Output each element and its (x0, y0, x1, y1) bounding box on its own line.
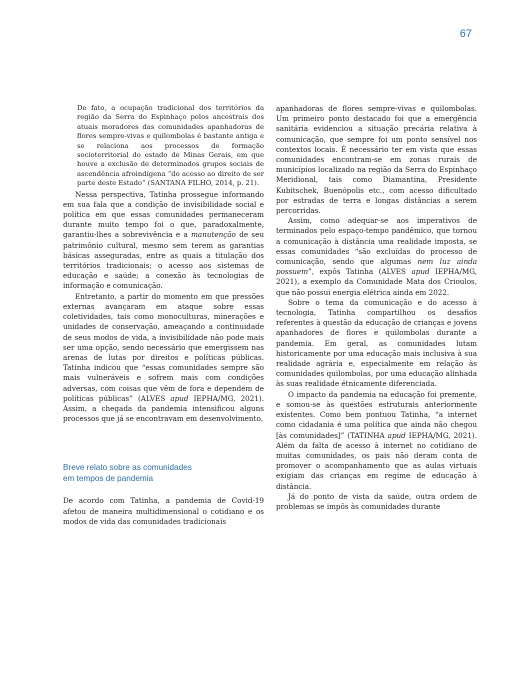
body-paragraph: Entretanto, a partir do momento em que pressões externas avançaram em ataque sobre essas coletividades, tais como monoculturas, minerações e unidades de conservação, ameaçando a continuidade de seus modos de vida, a invisibilidade não pode mais ser uma opção, sendo necessário que emergissem nas arenas de lutas por direitos e políticas públicas. Tatinha indicou que “essas comunidades sempre são mais vulneráveis e sofrem mais com condições adversas, com coisas que vêm de fora e dependem de políticas públicas” (ALVES apud IEPHA/MG, 2021). Assim, a chegada da pandemia intensificou alguns processos que já se encontravam em desenvolvimento. (63, 291, 264, 424)
body-paragraph: De acordo com Tatinha, a pandemia de Covid-19 afetou de maneira multidimensional o cotidiano e os modos de vida das comunidades tradicionais (63, 496, 264, 526)
body-paragraph: Nessa perspectiva, Tatinha prossegue informando em sua fala que a condição de invisibilidade social e política em que essas comunidades permaneceram durante muito tempo foi o que, paradoxalmente, garantiu-lhes a sobrevivência e a manutenção de seu patrimônio cultural, mesmo sem terem as garantias básicas asseguradas, entre as quais a titulação dos territórios tradicionais; o acesso aos sistemas de educação e saúde; a conexão às tecnologias de informação e comunicação. (63, 189, 264, 291)
left-column (63, 104, 264, 527)
body-paragraph: Já do ponto de vista da saúde, outra ordem de problemas se impôs às comunidades durante (276, 491, 477, 511)
body-paragraph: apanhadoras de flores sempre-vivas e quilombolas. Um primeiro ponto destacado foi que a emergência sanitária evidenciou a situação precária relativa à comunicação, que sempre foi um ponto sensível nos contextos locais. É necessário ter em vista que essas comunidades encontram-se em zonas rurais de municípios localizado na região da Serra do Espinhaço Meridional, tais como Diamantina, Presidente Kubitschek, Buenópolis etc., com acesso dificultado por estradas de terra e longas distâncias a serem percorridas. (276, 104, 477, 216)
block-quote: De fato, a ocupação tradicional dos territórios da região da Serra do Espinhaço pelos ancestrais dos atuais moradores das comunidades apanhadoras de flores sempre-vivas e quilombolas é bastante antiga e se relaciona aos processos de formação socioterritorial do estado de Minas Gerais, em que houve a exclusão de determinados grupos sociais de ascendência afroindígena “do acesso ao direito de ser parte deste Estado” (SANTANA FILHO, 2014, p. 21). (77, 104, 264, 188)
body-paragraph: Sobre o tema da comunicação e do acesso à tecnologia, Tatinha compartilhou os desafios referentes à questão da educação de crianças e jovens apanhadores de flores e quilombolas durante a pandemia. Em geral, as comunidades lutam historicamente por uma educação mais inclusiva à sua realidade agrária e, especialmente em relação às comunidades quilombolas, por uma educação alinhada às suas realidade étnicamente diferenciada. (276, 297, 477, 389)
body-paragraph: Assim, como adequar-se aos imperativos de terminados pelo espaço-tempo pandêmico, que tornou a comunicação à distância uma realidade imposta, se essas comunidades “são excluídas do processo de comunicação, sendo que algumas nem luz ainda possuem”, expôs Tatinha (ALVES apud IEPHA/MG, 2021), a exemplo da Comunidade Mata dos Crioulos, que não possui energia elétrica ainda em 2022. (276, 216, 477, 297)
page-number: 67 (459, 28, 472, 40)
body-paragraph: O impacto da pandemia na educação foi premente, e somou-se às questões estruturais anteriormente existentes. Como bem pontuou Tatinha, “a internet como cidadania é uma política que ainda não chegou [às comunidades]” (TATINHA apud IEPHA/MG, 2021). Além da falta de acesso à internet no cotidiano de muitas comunidades, os pais não deram conta de promover o acompanhamento que as aulas virtuais exigiam das crianças em regime de educação à distância. (276, 389, 477, 491)
right-column (276, 104, 477, 512)
section-heading: Breve relato sobre as comunidades em tempos de pandemia (63, 463, 192, 484)
